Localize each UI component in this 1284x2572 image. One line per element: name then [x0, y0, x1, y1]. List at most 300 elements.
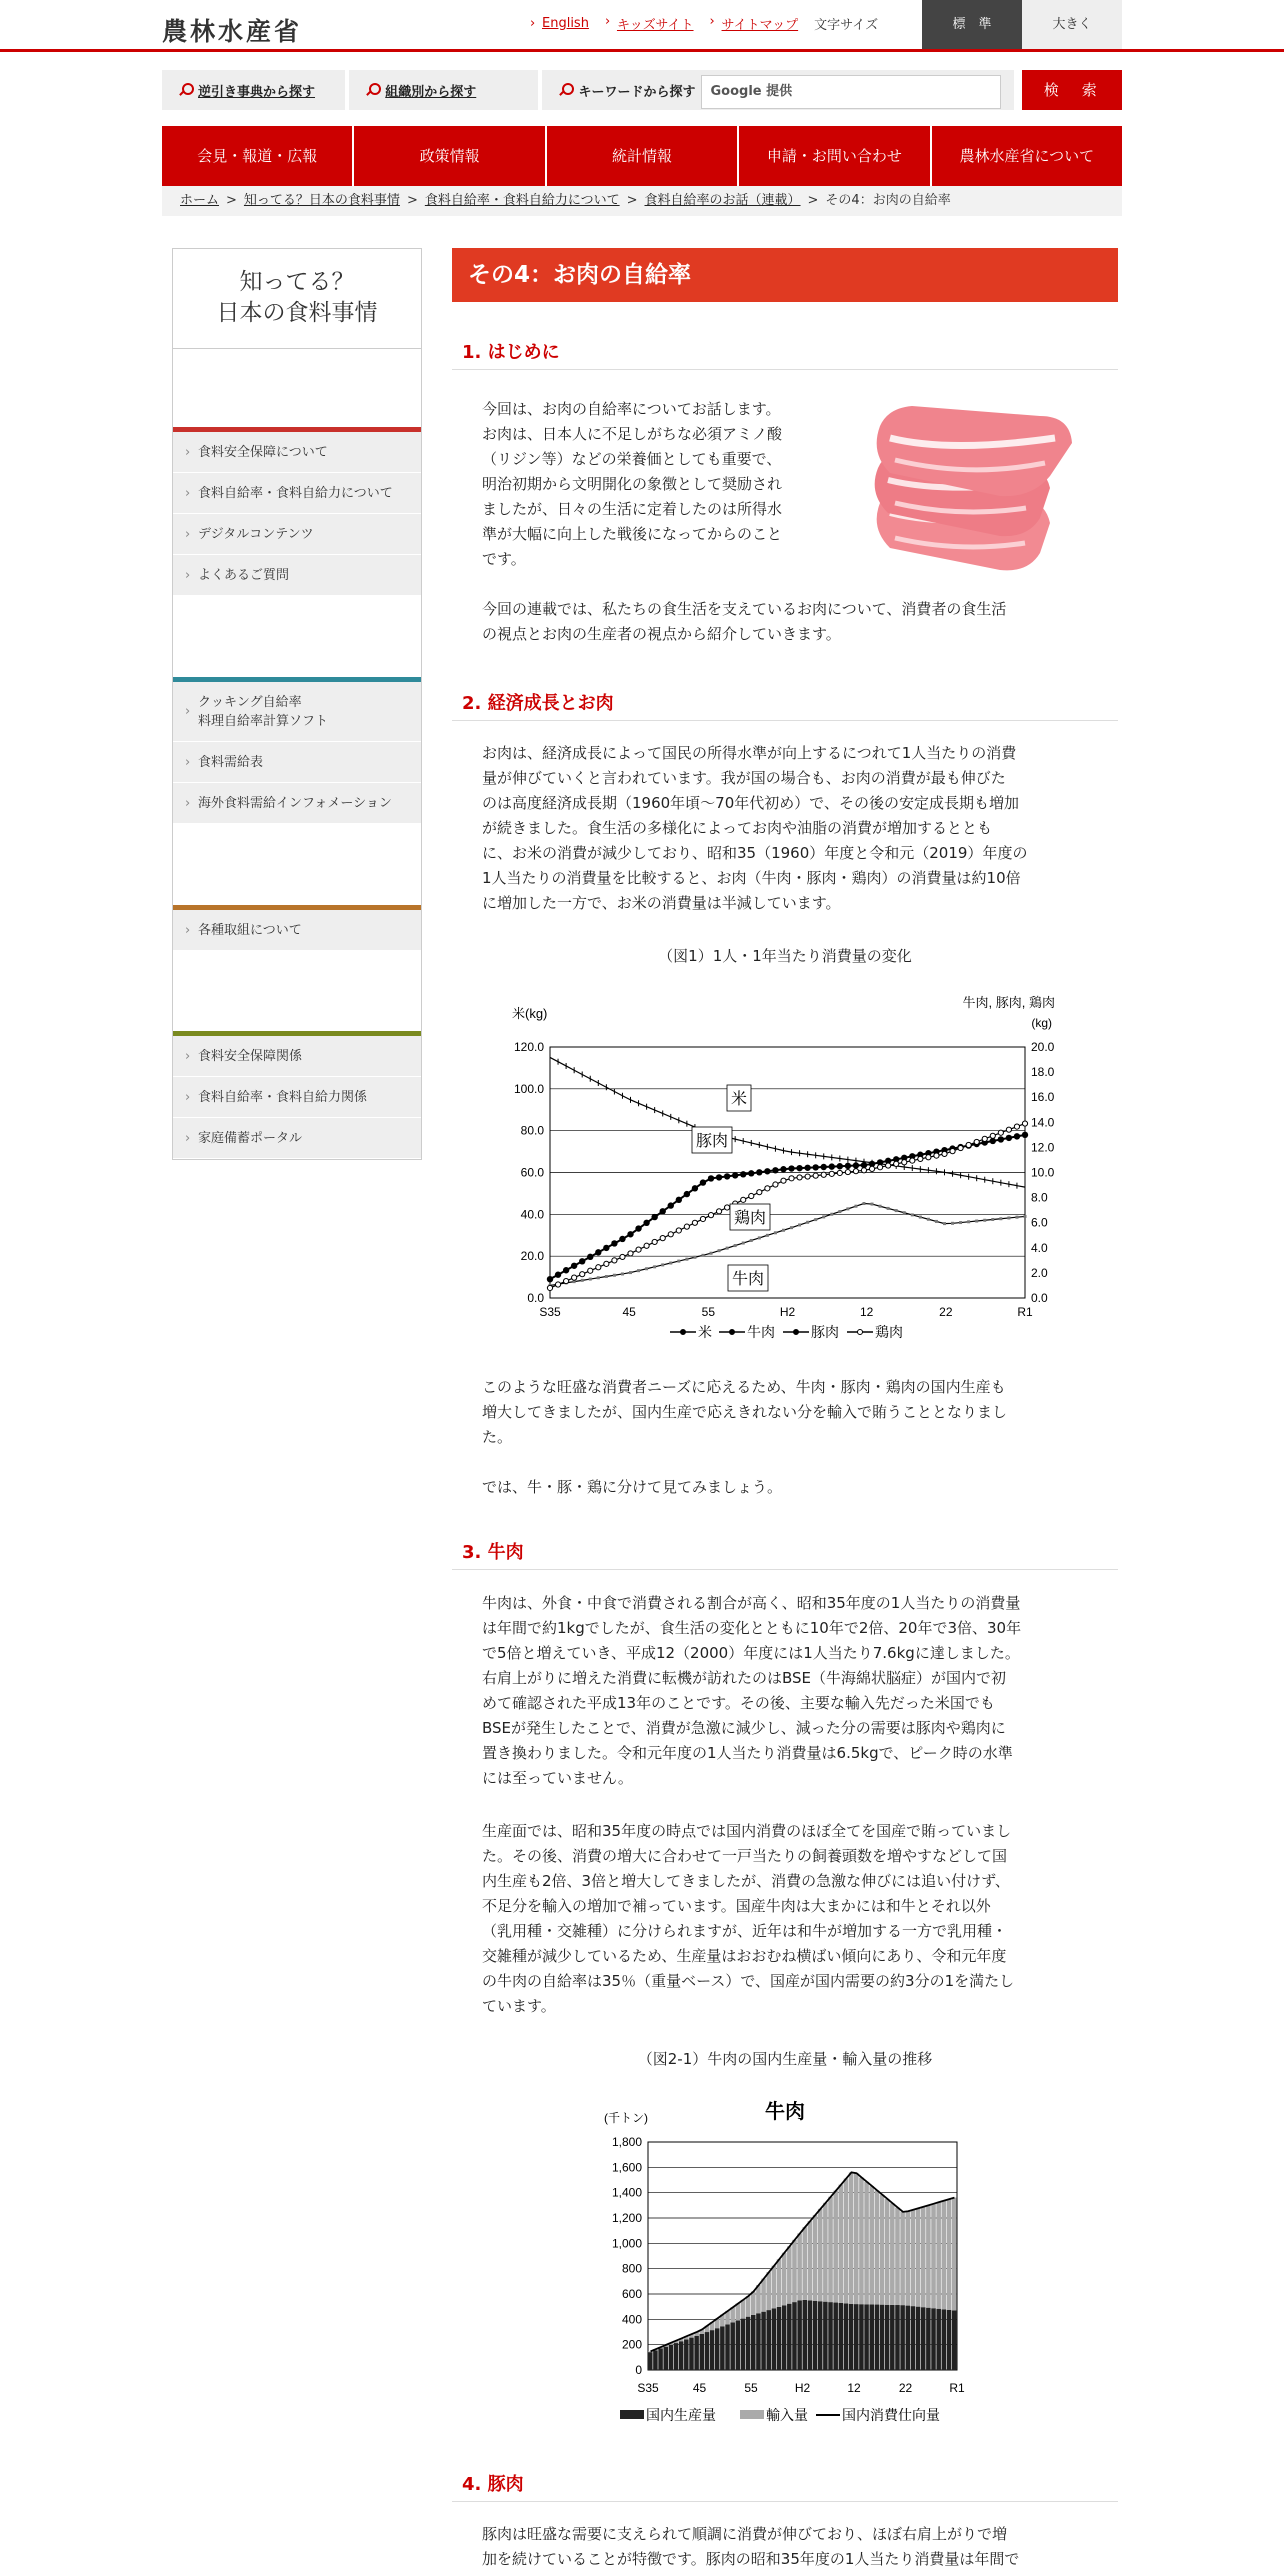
- callout-label: 牛肉: [732, 1271, 765, 1288]
- text-line: このような旺盛な消費者ニーズに応えるため、牛肉・豚肉・鶏肉の国内生産も: [482, 1378, 1006, 1396]
- text-line: に、お米の消費が減少しており、昭和35（1960）年度と令和元（2019）年度の: [482, 844, 1028, 862]
- y-tick-label-left: 80.0: [520, 1123, 544, 1138]
- y-tick-label: 1,400: [611, 2185, 642, 2200]
- bar-production: [777, 2307, 782, 2370]
- y-tick-label: 1,000: [611, 2236, 642, 2251]
- data-point: [918, 1156, 923, 1161]
- sidebar-item-self-sufficiency-related[interactable]: › 食料自給率・食料自給力関係: [173, 1077, 421, 1118]
- bar-import: [916, 2208, 921, 2306]
- data-point: [1006, 1135, 1012, 1141]
- breadcrumb-home[interactable]: ホーム: [180, 193, 220, 208]
- data-point: [619, 1236, 625, 1242]
- bar-production: [694, 2336, 699, 2370]
- data-point: [611, 1240, 617, 1246]
- y-axis-label-right-unit: (kg): [1031, 1016, 1052, 1030]
- data-point: [644, 1243, 649, 1248]
- sidebar-item-digital-contents[interactable]: › デジタルコンテンツ: [173, 514, 421, 555]
- data-point: [821, 1172, 826, 1177]
- data-point: [869, 1166, 874, 1171]
- sitemap-link[interactable]: › サイトマップ: [710, 14, 799, 33]
- breadcrumb-series[interactable]: 食料自給率のお話（連載）: [644, 193, 801, 208]
- data-point: [935, 1220, 938, 1223]
- bar-import: [864, 2182, 869, 2305]
- data-point: [734, 1244, 737, 1247]
- data-point: [628, 1251, 633, 1256]
- bar-production: [880, 2305, 885, 2370]
- data-point: [716, 1174, 722, 1180]
- data-point: [861, 1168, 866, 1173]
- data-point: [676, 1197, 682, 1203]
- text-line: た。その後、消費の増大に合わせて一戸当たりの飼養頭数を増やすなどして国: [482, 1847, 1008, 1865]
- data-point: [661, 1263, 664, 1266]
- bar-production: [751, 2315, 756, 2370]
- data-point: [1022, 1132, 1028, 1138]
- bar-import: [787, 2246, 792, 2303]
- figure-2-1-caption: （図2-1）牛肉の国内生産量・輸入量の推移: [637, 2050, 933, 2068]
- y-tick-label: 1,200: [611, 2211, 642, 2225]
- bar-production: [818, 2301, 823, 2370]
- data-point: [757, 1190, 762, 1195]
- data-point: [805, 1174, 810, 1179]
- bar-production: [679, 2341, 684, 2370]
- x-tick-label: H2: [794, 2381, 811, 2395]
- data-point: [708, 1175, 714, 1181]
- data-point: [595, 1249, 601, 1255]
- bar-production: [792, 2302, 797, 2370]
- text-line: 不足分を輸入の増加で補っています。国産牛肉は大まかには和牛とそれ以外: [482, 1897, 991, 1915]
- data-point: [555, 1282, 560, 1287]
- y-tick-label-right: 4.0: [1031, 1240, 1048, 1255]
- data-point: [804, 1165, 810, 1171]
- text-line: 置き換わりました。令和元年度の1人当たり消費量は6.5kgで、ピーク時の水準: [482, 1744, 1013, 1762]
- data-point: [854, 1205, 857, 1208]
- nav-about[interactable]: 農林水産省について: [932, 126, 1122, 186]
- bar-production: [725, 2324, 730, 2370]
- search-input[interactable]: Google 提供: [701, 75, 1001, 109]
- y-tick-label-right: 16.0: [1031, 1090, 1055, 1105]
- search-icon: [365, 83, 379, 97]
- nav-statistics[interactable]: 統計情報: [547, 126, 737, 186]
- data-point: [796, 1165, 802, 1171]
- bar-production: [931, 2308, 936, 2370]
- consumption-line-chart: [490, 985, 1080, 1355]
- bar-import: [849, 2172, 854, 2303]
- bar-import: [833, 2191, 838, 2303]
- bar-production: [756, 2313, 761, 2370]
- organization-search-button[interactable]: 組織別から探す: [349, 70, 538, 110]
- sidebar-item-food-security[interactable]: › 食料安全保障について: [173, 432, 421, 473]
- bar-production: [813, 2301, 818, 2370]
- search-icon: [558, 83, 572, 97]
- data-point: [902, 1160, 907, 1165]
- y-tick-label-right: 8.0: [1031, 1190, 1048, 1205]
- site-logo[interactable]: 農林水産省: [162, 17, 303, 46]
- text-line: 今回の連載では、私たちの食生活を支えているお肉について、消費者の食生活: [482, 600, 1007, 618]
- legend-swatch-import: [740, 2410, 764, 2419]
- keyword-search-box: キーワードから探す Google 提供: [542, 70, 1014, 110]
- y-tick-label-left: 100.0: [513, 1081, 544, 1096]
- search-submit-button[interactable]: 検 索: [1022, 70, 1122, 110]
- data-point: [788, 1165, 794, 1171]
- text-line: に増加した一方で、お米の消費量は半減しています。: [482, 894, 841, 912]
- data-point: [749, 1193, 754, 1198]
- bar-production: [900, 2305, 905, 2370]
- data-point: [571, 1263, 577, 1269]
- x-tick-label: 12: [859, 1305, 874, 1319]
- chart-title: 牛肉: [765, 2101, 805, 2123]
- data-point: [821, 1164, 827, 1170]
- bar-production: [916, 2307, 921, 2370]
- search-icon: [178, 83, 192, 97]
- y-tick-label-right: 20.0: [1031, 1040, 1055, 1054]
- bar-import: [808, 2221, 813, 2300]
- bar-production: [839, 2303, 844, 2370]
- data-point: [911, 1213, 914, 1216]
- legend-marker: [858, 1330, 863, 1335]
- data-point: [781, 1178, 786, 1183]
- data-point: [845, 1163, 851, 1169]
- x-tick-label: S35: [539, 1305, 561, 1319]
- bar-production: [906, 2306, 911, 2370]
- data-point: [660, 1236, 665, 1241]
- data-point: [764, 1168, 770, 1174]
- bar-production: [715, 2328, 720, 2370]
- data-point: [613, 1274, 616, 1277]
- text-line: 交雑種が減少しているため、生産量はおおむね横ばい傾向にあり、令和元年度: [482, 1947, 1007, 1965]
- bar-production: [658, 2349, 663, 2370]
- data-point: [798, 1223, 801, 1226]
- legend-swatch-production: [620, 2410, 644, 2419]
- bar-import: [772, 2266, 777, 2309]
- y-tick-label-left: 60.0: [520, 1165, 544, 1180]
- bar-import: [792, 2240, 797, 2302]
- text-line: 右肩上がりに増えた消費に転機が訪れたのはBSE（牛海綿状脳症）が国内で初: [482, 1669, 1007, 1687]
- text-line: 豚肉は旺盛な需要に支えられて順調に消費が伸びており、ほぼ右肩上がりで増: [482, 2525, 1008, 2543]
- sidebar-item-self-sufficiency[interactable]: › 食料自給率・食料自給力について: [173, 473, 421, 514]
- data-point: [748, 1170, 754, 1176]
- data-point: [774, 1231, 777, 1234]
- text-line: 明治初期から文明開化の象徴として奨励され: [482, 475, 783, 493]
- bar-production: [772, 2308, 777, 2370]
- data-point: [580, 1272, 585, 1277]
- data-point: [627, 1231, 633, 1237]
- breadcrumb-current: その4：お肉の自給率: [825, 193, 951, 208]
- data-point: [620, 1254, 625, 1259]
- data-point: [967, 1220, 970, 1223]
- y-tick-label-right: 0.0: [1031, 1291, 1048, 1305]
- font-size-large-button[interactable]: 大きく: [1022, 0, 1122, 49]
- legend-label: 輸入量: [766, 2407, 808, 2423]
- text-line: （リジン等）などの栄養価としても重要で、: [482, 450, 782, 468]
- bar-import: [844, 2178, 849, 2303]
- text-line: お肉は、日本人に不足しがちな必須アミノ酸: [482, 425, 783, 443]
- data-point: [718, 1249, 721, 1252]
- data-point: [999, 1217, 1002, 1220]
- breadcrumb-food-situation[interactable]: 知ってる？日本の食料事情: [243, 193, 400, 208]
- data-point: [637, 1269, 640, 1272]
- bar-import: [823, 2203, 828, 2302]
- data-point: [635, 1225, 641, 1231]
- bar-import: [890, 2203, 895, 2305]
- sidebar-item-home-stockpile[interactable]: › 家庭備蓄ポータル: [173, 1118, 421, 1159]
- data-point: [572, 1275, 577, 1280]
- beef-production-chart: [590, 2090, 980, 2435]
- bar-production: [663, 2347, 668, 2370]
- data-point: [645, 1267, 648, 1270]
- bar-import: [741, 2300, 746, 2319]
- y-tick-label: 600: [621, 2287, 642, 2301]
- bar-production: [936, 2309, 941, 2370]
- y-tick-label-left: 20.0: [520, 1249, 544, 1264]
- bar-import: [906, 2211, 911, 2305]
- search-row: [162, 70, 1122, 110]
- data-point: [668, 1232, 673, 1237]
- callout-label: 鶏肉: [734, 1210, 767, 1227]
- data-point: [1007, 1216, 1010, 1219]
- sidebar-item-overseas-info[interactable]: › 海外食料需給インフォメーション: [173, 783, 421, 824]
- data-point: [871, 1203, 874, 1206]
- bar-production: [766, 2310, 771, 2370]
- data-point: [943, 1222, 946, 1225]
- sidebar-group-1: [173, 427, 421, 596]
- y-axis-label-right: 牛肉, 豚肉, 鶏肉: [962, 995, 1055, 1010]
- y-tick-label-right: 6.0: [1031, 1215, 1048, 1230]
- text-line: 今回は、お肉の自給率についてお話します。: [482, 400, 781, 418]
- data-point: [597, 1276, 600, 1279]
- sidebar-item-supply-table[interactable]: › 食料需給表: [173, 742, 421, 783]
- data-point: [846, 1207, 849, 1210]
- breadcrumb: ホーム > 知ってる？日本の食料事情 > 食料自給率・食料自給力について > 食料自給率のお話（連載） > その4：お肉の自給率: [162, 186, 1122, 216]
- x-tick-label: H2: [779, 1305, 796, 1319]
- text-line: で5倍と増えていき、平成12（2000）年度には1人当たり7.6kgに達しました。: [482, 1644, 1020, 1662]
- legend-label: 鶏肉: [875, 1324, 903, 1340]
- y-tick-label-right: 10.0: [1031, 1165, 1055, 1180]
- data-point: [830, 1213, 833, 1216]
- y-tick-label-right: 12.0: [1031, 1140, 1055, 1155]
- bar-import: [880, 2195, 885, 2305]
- data-point: [685, 1258, 688, 1261]
- sidebar-item-initiatives[interactable]: › 各種取組について: [173, 910, 421, 951]
- data-point: [579, 1258, 585, 1264]
- data-point: [741, 1197, 746, 1202]
- bar-production: [700, 2334, 705, 2370]
- bar-production: [730, 2322, 735, 2370]
- bar-import: [947, 2199, 952, 2310]
- data-point: [765, 1186, 770, 1191]
- bar-production: [823, 2302, 828, 2370]
- sidebar-item-faq[interactable]: › よくあるご質問: [173, 555, 421, 596]
- data-point: [886, 1163, 891, 1168]
- text-line: です。: [482, 550, 526, 568]
- text-line: には至っていません。: [482, 1769, 633, 1787]
- data-point: [983, 1219, 986, 1222]
- text-line: 加を続けていることが特徴です。豚肉の昭和35年度の1人当たり消費量は年間で: [482, 2550, 1020, 2568]
- y-axis-unit: (千トン): [604, 2111, 648, 2125]
- economic-growth-paragraph-3: [482, 1475, 1092, 1500]
- reverse-dictionary-button[interactable]: 逆引き事典から探す: [162, 70, 345, 110]
- data-point: [773, 1182, 778, 1187]
- text-line: が続きました。食生活の多様化によってお肉や油脂の消費が増加するととも: [482, 819, 993, 837]
- breadcrumb-self-sufficiency[interactable]: 食料自給率・食料自給力について: [424, 193, 620, 208]
- bar-production: [849, 2304, 854, 2370]
- beef-paragraph-1: [482, 1591, 1092, 1791]
- data-point: [1015, 1216, 1018, 1219]
- sidebar-group-4: [173, 1031, 421, 1159]
- data-point: [693, 1256, 696, 1259]
- data-point: [782, 1229, 785, 1232]
- data-point: [959, 1221, 962, 1224]
- bar-production: [911, 2306, 916, 2370]
- bar-production: [741, 2319, 746, 2370]
- data-point: [677, 1260, 680, 1263]
- bar-import: [854, 2173, 859, 2304]
- data-point: [790, 1226, 793, 1229]
- text-line: は年間で約1kgでしたが、食生活の変化とともに10年で2倍、20年で3倍、30年: [482, 1619, 1022, 1637]
- bar-import: [746, 2296, 751, 2317]
- data-point: [845, 1169, 850, 1174]
- data-point: [726, 1247, 729, 1250]
- x-tick-label: 22: [898, 2381, 913, 2395]
- bar-import: [859, 2178, 864, 2305]
- data-point: [974, 1139, 979, 1144]
- text-line: では、牛・豚・鶏に分けて見てみましょう。: [482, 1478, 783, 1496]
- data-point: [998, 1136, 1004, 1142]
- bar-production: [885, 2305, 890, 2370]
- bar-import: [936, 2202, 941, 2309]
- data-point: [1014, 1124, 1019, 1129]
- legend-label: 国内生産量: [646, 2407, 716, 2423]
- section-heading-beef: 3. 牛肉: [452, 1538, 1118, 1570]
- text-line: （乳用種・交雑種）に分けられますが、近年は和牛が増加する一方で乳用種・: [482, 1922, 1008, 1940]
- data-point: [716, 1209, 721, 1214]
- text-line: BSEが発生したことで、消費が急激に減少し、減った分の需要は豚肉や鶏肉に: [482, 1719, 1006, 1737]
- data-point: [564, 1278, 569, 1283]
- economic-growth-paragraph-1: [482, 741, 1092, 916]
- top-links: [530, 14, 878, 33]
- data-point: [692, 1220, 697, 1225]
- sidebar-item-food-security-related[interactable]: › 食料安全保障関係: [173, 1036, 421, 1077]
- data-point: [862, 1202, 865, 1205]
- english-link[interactable]: › English: [530, 16, 589, 31]
- text-line: 内生産も2倍、3倍と増大してきましたが、消費の急激な伸びには追い付けず、: [482, 1872, 1010, 1890]
- series-line-米: [550, 1057, 1025, 1187]
- legend-marker: [794, 1330, 799, 1335]
- x-tick-label: 12: [847, 2381, 861, 2395]
- bar-production: [854, 2304, 859, 2370]
- y-tick-label: 1,800: [611, 2135, 642, 2149]
- x-tick-label: 22: [939, 1305, 953, 1319]
- bar-production: [797, 2300, 802, 2370]
- bar-import: [911, 2210, 916, 2306]
- data-point: [692, 1185, 698, 1191]
- bar-production: [890, 2305, 895, 2370]
- sidebar-group-3: [173, 905, 421, 951]
- bar-production: [926, 2308, 931, 2370]
- data-point: [829, 1171, 834, 1176]
- data-point: [740, 1171, 746, 1177]
- sidebar-title[interactable]: 知ってる？ 日本の食料事情: [173, 249, 421, 349]
- legend-label: 豚肉: [811, 1324, 839, 1340]
- bar-production: [844, 2303, 849, 2370]
- data-point: [879, 1205, 882, 1208]
- data-point: [903, 1211, 906, 1214]
- y-tick-label-right: 2.0: [1031, 1265, 1048, 1280]
- bar-import: [921, 2207, 926, 2307]
- bar-import: [756, 2285, 761, 2313]
- data-point: [700, 1216, 705, 1221]
- bar-production: [684, 2339, 689, 2370]
- kids-site-link[interactable]: › キッズサイト: [605, 14, 694, 33]
- bar-production: [808, 2300, 813, 2370]
- data-point: [605, 1275, 608, 1278]
- data-point: [772, 1167, 778, 1173]
- data-point: [668, 1202, 674, 1208]
- y-tick-label: 800: [621, 2261, 642, 2276]
- bar-import: [813, 2215, 818, 2301]
- bar-production: [864, 2304, 869, 2370]
- y-tick-label-left: 40.0: [520, 1207, 544, 1222]
- data-point: [587, 1254, 593, 1260]
- economic-growth-paragraph-2: [482, 1375, 1092, 1450]
- bar-import: [885, 2199, 890, 2305]
- pork-paragraph-1: [482, 2522, 1092, 2572]
- data-point: [894, 1161, 899, 1166]
- data-point: [813, 1173, 818, 1178]
- text-line: 準が大幅に向上した戦後になってからのこと: [482, 525, 783, 543]
- bar-production: [746, 2317, 751, 2370]
- data-point: [629, 1271, 632, 1274]
- data-point: [887, 1207, 890, 1210]
- bar-import: [931, 2204, 936, 2309]
- sidebar-item-cooking-software[interactable]: › クッキング自給率 料理自給率計算ソフト: [173, 682, 421, 742]
- data-point: [676, 1228, 681, 1233]
- nav-policy[interactable]: 政策情報: [354, 126, 544, 186]
- nav-press[interactable]: 会見・報道・広報: [162, 126, 352, 186]
- bar-production: [736, 2321, 741, 2370]
- y-tick-label-left: 120.0: [513, 1040, 544, 1054]
- data-point: [910, 1158, 915, 1163]
- bar-import: [751, 2291, 756, 2314]
- x-tick-label: 45: [692, 2381, 707, 2395]
- data-point: [708, 1213, 713, 1218]
- bar-import: [869, 2186, 874, 2304]
- data-point: [555, 1272, 561, 1278]
- font-size-label: 文字サイズ: [814, 18, 879, 33]
- data-point: [701, 1254, 704, 1257]
- data-point: [895, 1209, 898, 1212]
- text-line: 増大してきましたが、国内生産で応えきれない分を輸入で賄うこととなりまし: [482, 1403, 1008, 1421]
- text-line: 1人当たりの消費量を比較すると、お肉（牛肉・豚肉・鶏肉）の消費量は約10倍: [482, 869, 1021, 887]
- data-point: [853, 1169, 858, 1174]
- meat-illustration: [850, 398, 1080, 573]
- data-point: [750, 1239, 753, 1242]
- data-point: [651, 1214, 657, 1220]
- bar-production: [705, 2332, 710, 2370]
- data-point: [700, 1179, 706, 1185]
- bar-import: [761, 2279, 766, 2312]
- bar-production: [653, 2350, 658, 2370]
- nav-applications[interactable]: 申請・お問い合わせ: [739, 126, 929, 186]
- data-point: [603, 1245, 609, 1251]
- bar-import: [777, 2259, 782, 2307]
- bar-production: [947, 2310, 952, 2370]
- text-line: 量が伸びていくと言われています。我が国の場合も、お肉の消費が最も伸びた: [482, 769, 1006, 787]
- x-tick-label: 55: [744, 2381, 758, 2395]
- font-size-standard-button[interactable]: 標 準: [922, 0, 1022, 49]
- data-point: [853, 1162, 859, 1168]
- data-point: [966, 1142, 971, 1147]
- figure-1-caption: （図1）1人・1年当たり消費量の変化: [658, 947, 912, 965]
